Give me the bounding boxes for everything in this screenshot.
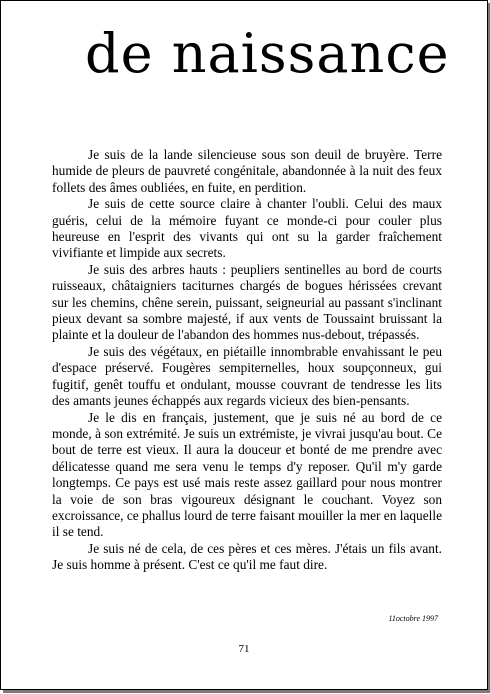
paragraph: Je suis des végétaux, en piétaille innombrable envahissant le peu d'espace préservé. Fougères sempiternelles, houx soupçonneux, gui fugitif, genêt touffu et ondulant, mousse couvrant de tendresse les lits des amants jeunes échappés aux regards vicieux des bien-pensants. bbox=[52, 343, 442, 409]
body-text bbox=[52, 147, 442, 574]
paragraph: Je le dis en français, justement, que je suis né au bord de ce monde, à son extrémité. Je suis un extrémiste, je vivrai jusqu'au bout. Ce bout de terre est vieux. Il aura la douceur et bonté de me prendre avec délicatesse quand me sera venu le temps d'y reposer. Qu'il m'y garde longtemps. Ce pays est usé mais reste assez gaillard pour nous montrer la voie de son bras vigoureux désignant le couchant. Voyez son excroissance, ce phallus lourd de terre faisant mouiller la mer en laquelle il se tend. bbox=[52, 409, 442, 540]
paragraph: Je suis de cette source claire à chanter l'oubli. Celui des maux guéris, celui de la mémoire fuyant ce monde-ci pour couler plus heureuse en l'esprit des vivants qui ont su la garder fraîchement vivifiante et limpide aux secrets. bbox=[52, 196, 442, 261]
paragraph: Je suis né de cela, de ces pères et ces mères. J'étais un fils avant. Je suis homme à présent. C'est ce qu'il me faut dire. bbox=[52, 540, 442, 573]
page-number: 71 bbox=[238, 643, 250, 655]
signature-date: 11octobre 1997 bbox=[388, 614, 438, 623]
page-title: de naissance bbox=[85, 22, 450, 85]
paragraph: Je suis des arbres hauts : peupliers sentinelles au bord de courts ruisseaux, châtaigniers taciturnes chargés de bogues hérissées crevant sur les chemins, chêne serein, puissant, seigneurial au passant s'inclinant pieux devant sa sombre majesté, if aux vents de Toussaint bruissant la plainte et la douleur de l'abandon des hommes nus-debout, trépassés. bbox=[52, 261, 442, 343]
paragraph: Je suis de la lande silencieuse sous son deuil de bruyère. Terre humide de pleurs de pauvreté congénitale, abandonnée à la nuit des feux follets des âmes oubliées, en fuite, en perdition. bbox=[52, 147, 442, 195]
